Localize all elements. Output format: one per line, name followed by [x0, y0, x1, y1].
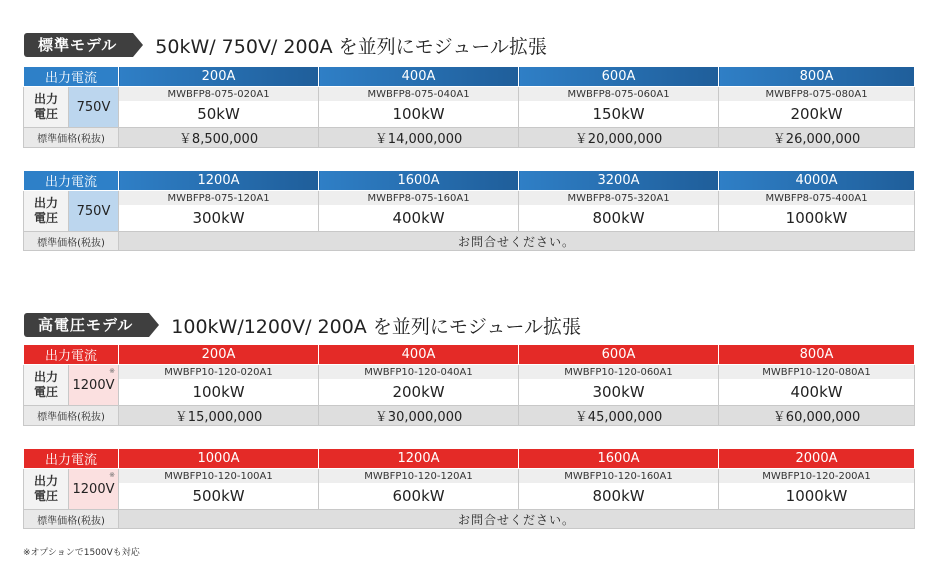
price-row	[24, 510, 915, 529]
price-cell: ￥26,000,000	[719, 128, 915, 148]
power-cell: 100kW	[319, 101, 519, 128]
output-current-label: 出力電流	[24, 345, 119, 365]
inquiry-note: お問合せください。	[119, 232, 915, 251]
price-cell: ￥8,500,000	[119, 128, 319, 148]
standard-table-1	[23, 67, 915, 148]
model-row	[24, 365, 915, 380]
voltage-value	[69, 365, 119, 406]
power-cell: 1000kW	[719, 483, 915, 510]
power-cell: 600kW	[319, 483, 519, 510]
standard-badge: 標準モデル	[24, 33, 133, 57]
price-label: 標準価格(税抜)	[24, 128, 119, 148]
model-number-cell: MWBFP8-075-060A1	[519, 87, 719, 102]
price-label: 標準価格(税抜)	[24, 232, 119, 251]
current-cell: 4000A	[719, 171, 915, 191]
power-cell: 100kW	[119, 379, 319, 406]
standard-headline: 50kW/ 750V/ 200A を並列にモジュール拡張	[155, 35, 547, 58]
price-row	[24, 128, 915, 148]
inquiry-note: お問合せください。	[119, 510, 915, 529]
voltage-value	[69, 469, 119, 510]
price-cell: ￥15,000,000	[119, 406, 319, 426]
voltage-text: 1200V	[72, 481, 115, 497]
price-row	[24, 406, 915, 426]
power-cell: 400kW	[319, 205, 519, 232]
output-current-label: 出力電流	[24, 171, 119, 191]
power-row	[24, 101, 915, 128]
model-number-cell: MWBFP10-120-080A1	[719, 365, 915, 380]
model-row	[24, 469, 915, 484]
voltage-text: 750V	[76, 203, 111, 219]
current-cell: 200A	[119, 345, 319, 365]
current-cell: 600A	[519, 345, 719, 365]
high-voltage-table-2	[23, 449, 915, 529]
output-voltage-label: 出力 電圧	[24, 469, 69, 510]
voltage-note-mark: ※	[109, 367, 116, 375]
current-cell: 1200A	[119, 171, 319, 191]
price-cell: ￥60,000,000	[719, 406, 915, 426]
model-row	[24, 87, 915, 102]
price-cell: ￥30,000,000	[319, 406, 519, 426]
model-number-cell: MWBFP8-075-020A1	[119, 87, 319, 102]
standard-section-title	[24, 32, 547, 58]
model-number-cell: MWBFP8-075-120A1	[119, 191, 319, 206]
voltage-text: 750V	[76, 99, 111, 115]
current-header-row	[24, 345, 915, 365]
current-cell: 800A	[719, 345, 915, 365]
price-label: 標準価格(税抜)	[24, 510, 119, 529]
current-header-row	[24, 171, 915, 191]
output-voltage-label: 出力 電圧	[24, 87, 69, 128]
current-header-row	[24, 67, 915, 87]
voltage-value	[69, 191, 119, 232]
standard-table-2	[23, 171, 915, 251]
power-cell: 300kW	[119, 205, 319, 232]
high-voltage-badge: 高電圧モデル	[24, 313, 149, 337]
current-cell: 3200A	[519, 171, 719, 191]
current-cell: 1000A	[119, 449, 319, 469]
power-cell: 50kW	[119, 101, 319, 128]
power-cell: 200kW	[719, 101, 915, 128]
high-voltage-section-title	[24, 312, 581, 338]
current-cell: 800A	[719, 67, 915, 87]
model-number-cell: MWBFP8-075-080A1	[719, 87, 915, 102]
current-cell: 1600A	[519, 449, 719, 469]
price-cell: ￥14,000,000	[319, 128, 519, 148]
high-voltage-table-1	[23, 345, 915, 426]
current-cell: 2000A	[719, 449, 915, 469]
current-cell: 400A	[319, 345, 519, 365]
power-cell: 800kW	[519, 205, 719, 232]
model-number-cell: MWBFP10-120-200A1	[719, 469, 915, 484]
current-cell: 400A	[319, 67, 519, 87]
voltage-value	[69, 87, 119, 128]
price-cell: ￥45,000,000	[519, 406, 719, 426]
current-cell: 200A	[119, 67, 319, 87]
power-cell: 500kW	[119, 483, 319, 510]
price-cell: ￥20,000,000	[519, 128, 719, 148]
output-voltage-label: 出力 電圧	[24, 365, 69, 406]
model-number-cell: MWBFP10-120-020A1	[119, 365, 319, 380]
current-header-row	[24, 449, 915, 469]
output-voltage-label: 出力 電圧	[24, 191, 69, 232]
model-row	[24, 191, 915, 206]
price-row	[24, 232, 915, 251]
current-cell: 600A	[519, 67, 719, 87]
power-cell: 200kW	[319, 379, 519, 406]
power-row	[24, 205, 915, 232]
voltage-note-mark: ※	[109, 471, 116, 479]
model-number-cell: MWBFP8-075-040A1	[319, 87, 519, 102]
current-cell: 1200A	[319, 449, 519, 469]
model-number-cell: MWBFP10-120-120A1	[319, 469, 519, 484]
power-cell: 300kW	[519, 379, 719, 406]
model-number-cell: MWBFP10-120-100A1	[119, 469, 319, 484]
model-number-cell: MWBFP8-075-400A1	[719, 191, 915, 206]
power-cell: 150kW	[519, 101, 719, 128]
model-number-cell: MWBFP8-075-320A1	[519, 191, 719, 206]
high-voltage-headline: 100kW/1200V/ 200A を並列にモジュール拡張	[171, 315, 582, 338]
footnote: ※オプションで1500Vも対応	[23, 548, 140, 558]
output-current-label: 出力電流	[24, 67, 119, 87]
power-cell: 800kW	[519, 483, 719, 510]
model-number-cell: MWBFP10-120-040A1	[319, 365, 519, 380]
voltage-text: 1200V	[72, 377, 115, 393]
output-current-label: 出力電流	[24, 449, 119, 469]
power-cell: 1000kW	[719, 205, 915, 232]
power-row	[24, 379, 915, 406]
model-number-cell: MWBFP10-120-160A1	[519, 469, 719, 484]
power-cell: 400kW	[719, 379, 915, 406]
price-label: 標準価格(税抜)	[24, 406, 119, 426]
power-row	[24, 483, 915, 510]
model-number-cell: MWBFP10-120-060A1	[519, 365, 719, 380]
current-cell: 1600A	[319, 171, 519, 191]
model-number-cell: MWBFP8-075-160A1	[319, 191, 519, 206]
